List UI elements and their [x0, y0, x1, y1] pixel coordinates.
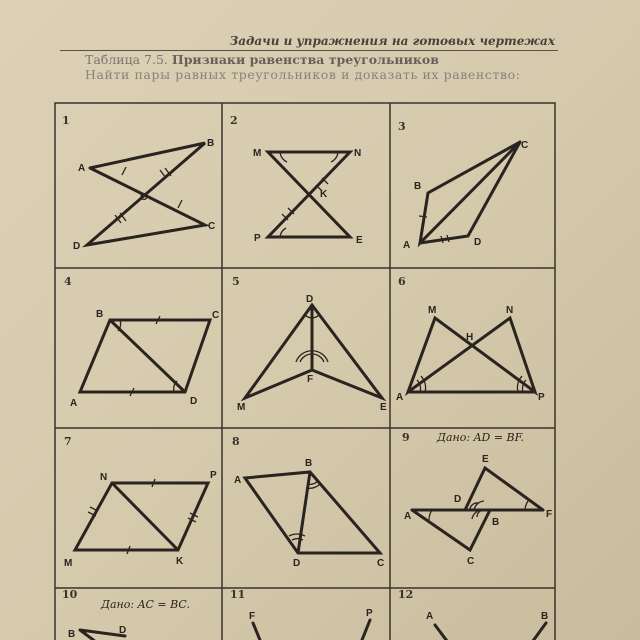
figure-lines	[245, 305, 382, 398]
point-label: N	[506, 305, 514, 316]
figure-cell-2	[230, 114, 363, 246]
figure-lines	[75, 483, 208, 550]
figure-cell-8	[232, 435, 384, 569]
cell-number: 9	[402, 431, 410, 444]
point-label: E	[482, 454, 489, 465]
point-label: A	[426, 611, 434, 622]
figure-cell-5	[232, 275, 387, 413]
point-label: B	[207, 138, 215, 149]
cell-number: 4	[64, 275, 72, 288]
cell-number: 8	[232, 435, 240, 448]
figure-lines	[420, 142, 520, 243]
point-label: F	[546, 509, 553, 520]
table-heading: Признаки равенства треугольников	[171, 52, 439, 67]
point-label: D	[306, 294, 314, 305]
point-label: A	[403, 240, 411, 251]
point-label: F	[249, 611, 256, 622]
point-label: C	[212, 310, 220, 321]
cell-number: 11	[230, 588, 246, 601]
point-label: B	[541, 611, 549, 622]
point-label: N	[354, 148, 362, 159]
point-label: K	[176, 556, 184, 567]
point-label: C	[467, 556, 475, 567]
point-label: A	[396, 392, 404, 403]
point-label: M	[253, 148, 262, 159]
point-label: A	[78, 163, 86, 174]
angle-and-tick-marks	[417, 376, 526, 392]
point-label: E	[380, 402, 387, 413]
figure-lines	[412, 468, 543, 550]
point-label: M	[64, 558, 73, 569]
point-label: D	[190, 396, 198, 407]
point-label: B	[68, 629, 76, 640]
given-condition: Дано: AC = BC.	[101, 598, 190, 611]
cell-number: 7	[64, 435, 72, 448]
point-label: P	[366, 608, 373, 619]
figure-cell-6	[396, 275, 545, 403]
figure-cell-1	[62, 114, 215, 252]
point-label: A	[404, 511, 412, 522]
figure-cell-7	[64, 435, 217, 569]
cell-number: 5	[232, 275, 240, 288]
angle-and-tick-marks	[115, 167, 182, 223]
cell-number: 10	[62, 588, 78, 601]
point-label: D	[73, 241, 81, 252]
cell-number: 3	[398, 120, 406, 133]
task-text: Найти пары равных треугольников и доказать их равенство:	[85, 67, 521, 82]
point-label: A	[70, 398, 78, 409]
running-title: Задачи и упражнения на готовых чертежах	[229, 34, 555, 48]
point-label: N	[100, 472, 108, 483]
figure-cell-4	[64, 275, 219, 409]
figure-lines	[253, 620, 370, 640]
point-label: B	[414, 181, 422, 192]
figure-cell-11	[230, 588, 373, 640]
cell-number: 2	[230, 114, 238, 127]
point-label: D	[119, 625, 127, 636]
point-label: D	[474, 237, 482, 248]
figure-cell-3	[398, 120, 528, 251]
point-label: B	[305, 458, 313, 469]
point-label: C	[377, 558, 385, 569]
figure-cell-12	[398, 588, 548, 640]
point-label: C	[521, 140, 529, 151]
point-label: F	[307, 374, 314, 385]
cell-number: 12	[398, 588, 414, 601]
point-label: B	[492, 517, 500, 528]
table-label: Таблица 7.5.	[85, 52, 168, 67]
point-label: A	[234, 475, 242, 486]
given-condition: Дано: AD = BF.	[437, 431, 525, 444]
point-label: P	[210, 470, 217, 481]
point-label: H	[466, 332, 474, 343]
point-label: D	[293, 558, 301, 569]
figure-lines	[80, 320, 210, 392]
cell-number: 6	[398, 275, 406, 288]
point-label: M	[237, 402, 246, 413]
point-label: B	[96, 309, 104, 320]
figure-lines	[435, 623, 546, 640]
point-label: M	[428, 305, 437, 316]
figure-lines	[268, 152, 350, 237]
point-label: P	[254, 233, 261, 244]
point-label: D	[454, 494, 462, 505]
figure-cell-10	[62, 588, 190, 640]
point-label: K	[320, 189, 328, 200]
point-label: E	[356, 235, 363, 246]
point-label: O	[140, 192, 148, 203]
point-label: P	[538, 392, 545, 403]
point-label: C	[208, 221, 216, 232]
figure-cell-9	[402, 431, 552, 567]
figure-lines	[408, 318, 535, 392]
cell-number: 1	[62, 114, 70, 127]
